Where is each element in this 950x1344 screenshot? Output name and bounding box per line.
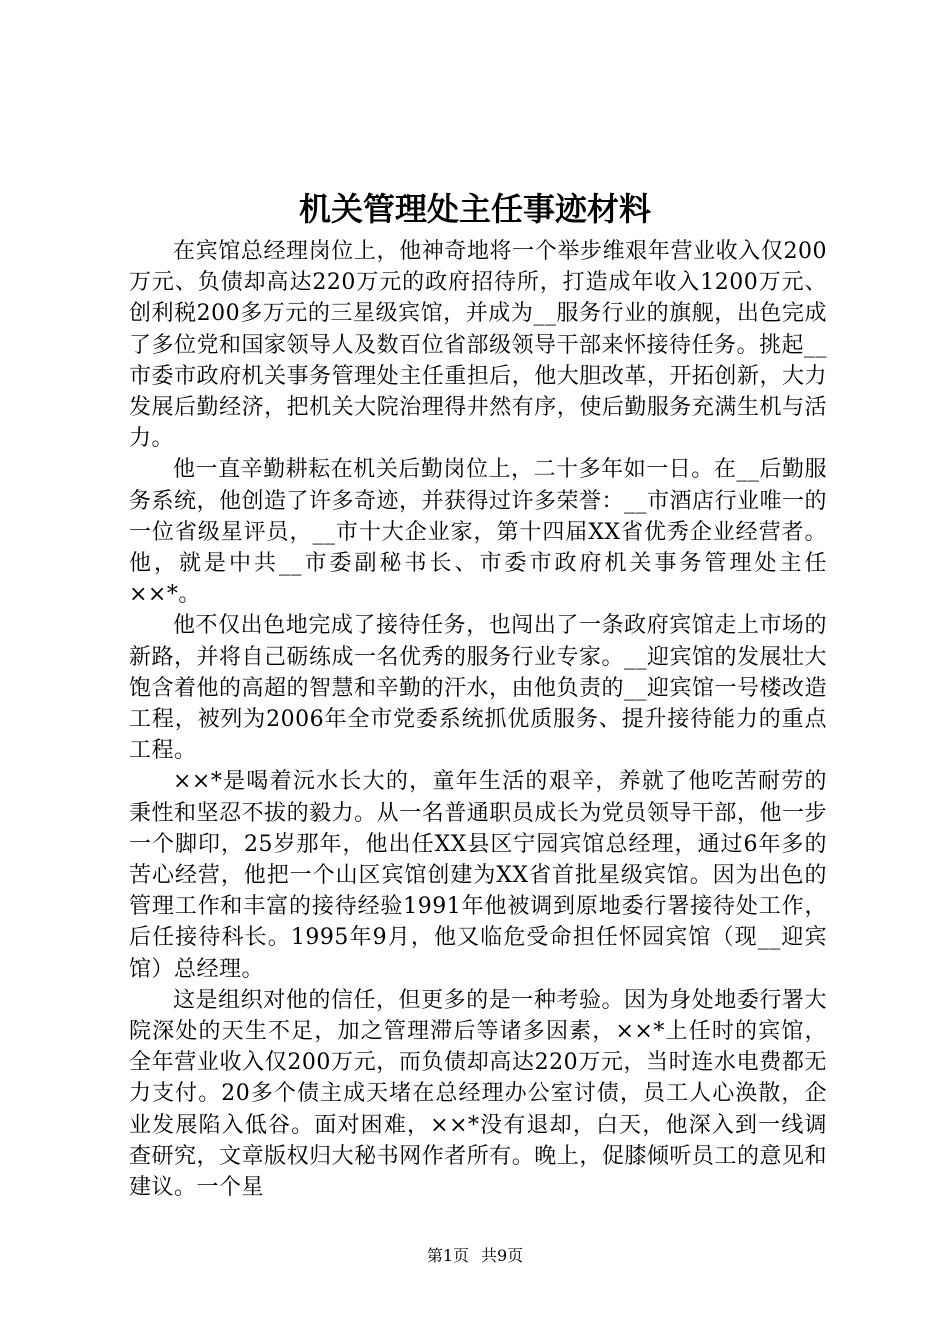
- body-paragraph-1: 在宾馆总经理岗位上，他神奇地将一个举步维艰年营业收入仅200万元、负债却高达220万元的政府招待所，打造成年收入1200万元、创利税200多万元的三星级宾馆，并成为__服务行业的旗舰，出色完成了多位党和国家领导人及数百位省部级领导干部来怀接待任务。挑起__市委市政府机关事务管理处主任重担后，他大胆改革，开拓创新，大力发展后勤经济，把机关大院治理得井然有序，使后勤服务充满生机与活力。: [129, 239, 828, 452]
- body-paragraph-3: 他不仅出色地完成了接待任务，也闯出了一条政府宾馆走上市场的新路，并将自己砺练成一名优秀的服务行业专家。__迎宾馆的发展壮大饱含着他的高超的智慧和辛勤的汗水，由他负责的__迎宾馆一号楼改造工程，被列为2006年全市党委系统抓优质服务、提升接待能力的重点工程。: [129, 613, 828, 764]
- body-paragraph-2: 他一直辛勤耕耘在机关后勤岗位上，二十多年如一日。在__后勤服务系统，他创造了许多奇迹，并获得过许多荣誉：__市酒店行业唯一的一位省级星评员，__市十大企业家，第十四届XX省优秀企业经营者。他，就是中共__市委副秘书长、市委市政府机关事务管理处主任××*。: [129, 457, 828, 608]
- page-footer: [0, 1245, 950, 1267]
- body-paragraph-4: ××*是喝着沅水长大的，童年生活的艰辛，养就了他吃苦耐劳的秉性和坚忍不拔的毅力。从一名普通职员成长为党员领导干部，他一步一个脚印，25岁那年，他出任XX县区宁园宾馆总经理，通过6年多的苦心经营，他把一个山区宾馆创建为XX省首批星级宾馆。因为出色的管理工作和丰富的接待经验1991年他被调到原地委行署接待处工作，后任接待科长。1995年9月，他又临危受命担任怀园宾馆（现__迎宾馆）总经理。: [129, 769, 827, 982]
- document-body: [129, 236, 827, 1203]
- page-number: 第1页: [426, 1246, 469, 1265]
- page-total: 共9页: [481, 1246, 524, 1265]
- document-title: 机关管理处主任事迹材料: [298, 190, 651, 228]
- body-paragraph-5: 这是组织对他的信任，但更多的是一种考验。因为身处地委行署大院深处的天生不足，加之管理滞后等诸多因素，××*上任时的宾馆，全年营业收入仅200万元，而负债却高达220万元，当时连水电费都无力支付。20多个债主成天堵在总经理办公室讨债，员工人心涣散，企业发展陷入低谷。面对困难，××*没有退却，白天，他深入到一线调查研究，文章版权归大秘书网作者所有。晚上，促膝倾听员工的意见和建议。一个星: [129, 987, 827, 1201]
